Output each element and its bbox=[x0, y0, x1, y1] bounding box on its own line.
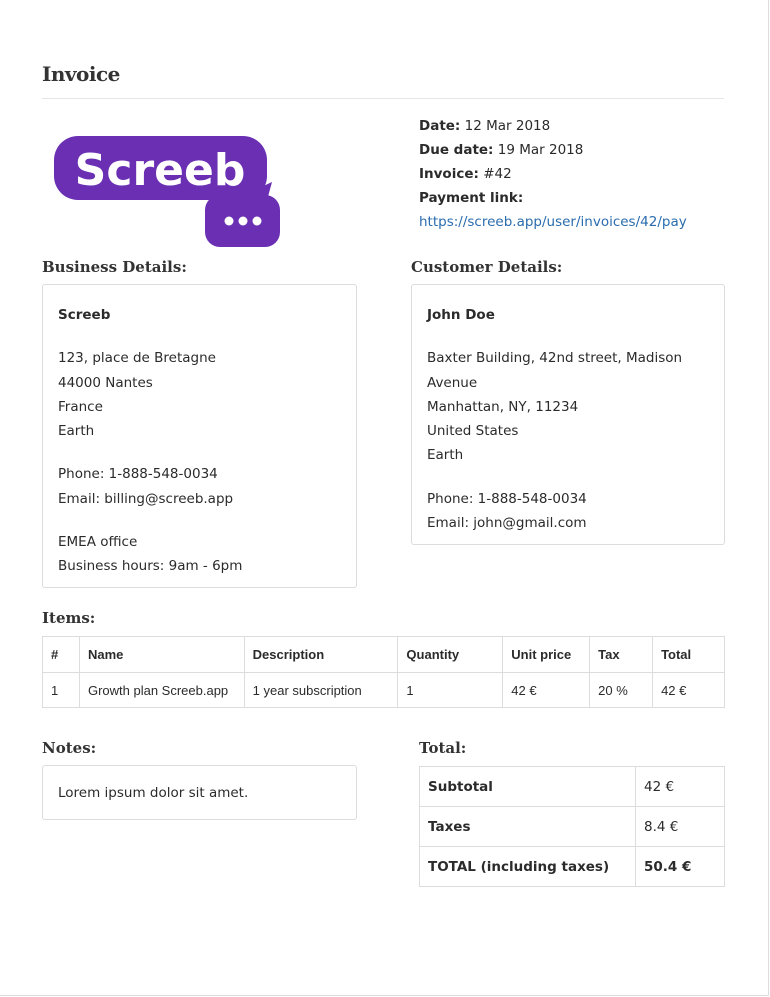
address-line: Avenue bbox=[427, 374, 478, 391]
invoice-meta bbox=[419, 114, 687, 234]
item-index: 1 bbox=[43, 673, 80, 708]
business-address bbox=[58, 346, 341, 443]
column-header: Unit price bbox=[503, 637, 590, 673]
due-date-value: 19 Mar 2018 bbox=[497, 142, 584, 158]
grand-total-row bbox=[420, 847, 725, 887]
customer-details-heading: Customer Details: bbox=[411, 258, 563, 276]
item-tax: 20 % bbox=[590, 673, 653, 708]
address-line: Baxter Building, 42nd street, Madison bbox=[427, 350, 683, 367]
date-label: Date: bbox=[419, 118, 461, 134]
column-header: # bbox=[43, 637, 80, 673]
notes-card bbox=[42, 765, 357, 820]
notes-heading: Notes: bbox=[42, 739, 97, 757]
notes-text: Lorem ipsum dolor sit amet. bbox=[58, 785, 249, 801]
customer-email: Email: john@gmail.com bbox=[427, 515, 587, 532]
business-details-heading: Business Details: bbox=[42, 258, 187, 276]
customer-address bbox=[427, 346, 709, 467]
totals-table bbox=[419, 766, 725, 887]
address-line: Earth bbox=[427, 447, 464, 464]
column-header: Quantity bbox=[398, 637, 503, 673]
page-title: Invoice bbox=[42, 62, 120, 86]
business-hours: Business hours: 9am - 6pm bbox=[58, 558, 243, 575]
taxes-value: 8.4 € bbox=[636, 807, 725, 847]
column-header: Total bbox=[653, 637, 725, 673]
subtotal-row bbox=[420, 767, 725, 807]
address-line: United States bbox=[427, 423, 519, 440]
item-total: 42 € bbox=[653, 673, 725, 708]
business-contact bbox=[58, 462, 341, 511]
logo-wordmark: Screeb bbox=[74, 145, 246, 196]
screeb-logo bbox=[54, 134, 282, 249]
items-table bbox=[42, 636, 725, 708]
grand-total-label: TOTAL (including taxes) bbox=[420, 847, 636, 887]
customer-details-card bbox=[411, 284, 725, 545]
business-phone: Phone: 1-888-548-0034 bbox=[58, 466, 218, 483]
address-line: 44000 Nantes bbox=[58, 374, 153, 391]
customer-name: John Doe bbox=[427, 307, 495, 323]
column-header: Tax bbox=[590, 637, 653, 673]
business-office bbox=[58, 530, 341, 579]
total-heading: Total: bbox=[419, 739, 467, 757]
items-heading: Items: bbox=[42, 609, 96, 627]
meta-date bbox=[419, 114, 687, 138]
business-details-card bbox=[42, 284, 357, 588]
address-line: 123, place de Bretagne bbox=[58, 350, 216, 367]
items-header-row bbox=[43, 637, 725, 673]
item-description: 1 year subscription bbox=[244, 673, 398, 708]
customer-contact bbox=[427, 487, 709, 536]
business-name: Screeb bbox=[58, 307, 111, 323]
payment-link[interactable]: https://screeb.app/user/invoices/42/pay bbox=[419, 214, 687, 230]
customer-phone: Phone: 1-888-548-0034 bbox=[427, 490, 587, 507]
address-line: Earth bbox=[58, 423, 95, 440]
business-email: Email: billing@screeb.app bbox=[58, 490, 234, 507]
invoice-number-value: #42 bbox=[483, 166, 512, 182]
table-row bbox=[43, 673, 725, 708]
due-date-label: Due date: bbox=[419, 142, 494, 158]
meta-due-date bbox=[419, 138, 687, 162]
payment-link-label: Payment link: bbox=[419, 190, 524, 206]
date-value: 12 Mar 2018 bbox=[464, 118, 551, 134]
title-divider bbox=[42, 98, 724, 99]
taxes-label: Taxes bbox=[420, 807, 636, 847]
subtotal-value: 42 € bbox=[636, 767, 725, 807]
item-quantity: 1 bbox=[398, 673, 503, 708]
meta-invoice-number bbox=[419, 162, 687, 186]
item-name: Growth plan Screeb.app bbox=[79, 673, 244, 708]
office-name: EMEA office bbox=[58, 534, 138, 551]
taxes-row bbox=[420, 807, 725, 847]
column-header: Name bbox=[79, 637, 244, 673]
address-line: France bbox=[58, 398, 103, 415]
column-header: Description bbox=[244, 637, 398, 673]
grand-total-value: 50.4 € bbox=[636, 847, 725, 887]
item-unit-price: 42 € bbox=[503, 673, 590, 708]
invoice-number-label: Invoice: bbox=[419, 166, 479, 182]
address-line: Manhattan, NY, 11234 bbox=[427, 398, 579, 415]
subtotal-label: Subtotal bbox=[420, 767, 636, 807]
